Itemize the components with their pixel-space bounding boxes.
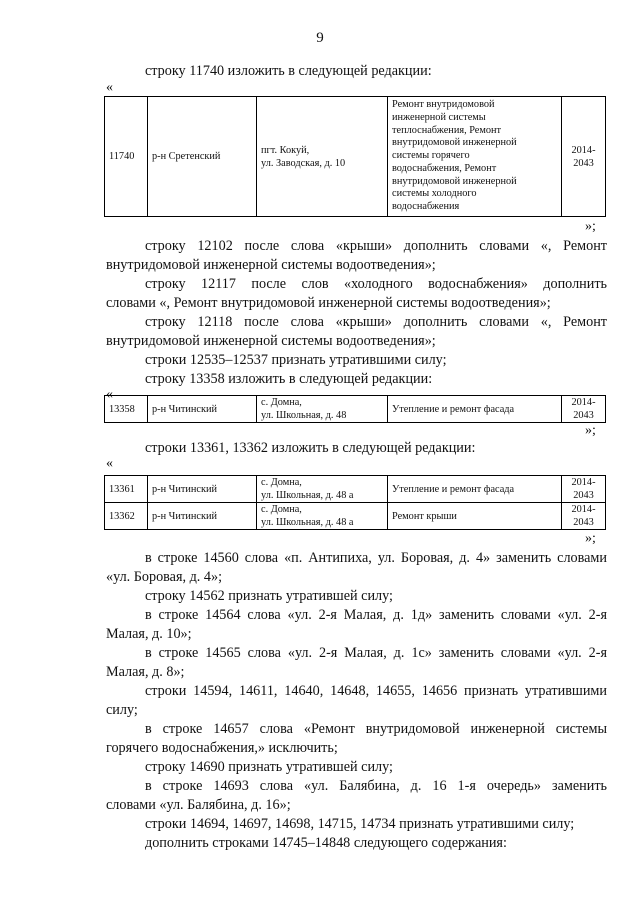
cell-work: Утепление и ремонт фасада [388, 396, 562, 423]
paragraph-line: горячего водоснабжения,» исключить; [106, 740, 338, 756]
paragraph-line: строки 13361, 13362 изложить в следующей редакции: [145, 440, 476, 456]
paragraph-line: строку 13358 изложить в следующей редакции: [145, 371, 433, 387]
cell-number: 13362 [105, 503, 148, 530]
paragraph-line: словами «, Ремонт внутридомовой инженерной системы водоотведения»; [106, 295, 551, 311]
paragraph-line: силу; [106, 702, 138, 718]
paragraph-line: в строке 14657 слова «Ремонт внутридомовой инженерной системы [145, 721, 607, 737]
work-line: системы горячего [392, 150, 470, 162]
cell-work [388, 97, 562, 217]
work-line: теплоснабжения, Ремонт [392, 124, 502, 136]
paragraph-line: в строке 14564 слова «ул. 2-я Малая, д. 1д» заменить словами «ул. 2-я [145, 607, 607, 623]
table-rows-13361-13362 [104, 475, 606, 530]
table-row [105, 503, 606, 530]
open-quote: « [106, 387, 113, 402]
period-start: 2014- [571, 397, 596, 408]
address-line: с. Домна, [261, 397, 302, 408]
work-line: Ремонт внутридомовой [392, 98, 495, 110]
paragraph-line: в строке 14560 слова «п. Антипиха, ул. Боровая, д. 4» заменить словами [145, 550, 607, 566]
paragraph-line: строку 14690 признать утратившей силу; [145, 759, 393, 775]
period-start: 2014- [571, 477, 596, 488]
paragraph-line: строки 12535–12537 признать утратившими силу; [145, 352, 447, 368]
paragraph-line: строки 14594, 14611, 14640, 14648, 14655, 14656 признать утратившими [145, 683, 607, 699]
paragraph-line: в строке 14693 слова «ул. Балябина, д. 16 1-я очередь» заменить [145, 778, 607, 794]
cell-period [562, 503, 606, 530]
cell-district: р-н Читинский [148, 503, 257, 530]
cell-address [257, 396, 388, 423]
page-number: 9 [316, 30, 324, 46]
close-quote: »; [585, 531, 596, 546]
paragraph-line: Малая, д. 8»; [106, 664, 185, 680]
close-quote: »; [585, 423, 596, 438]
paragraph-line: словами «ул. Балябина, д. 16»; [106, 797, 291, 813]
paragraph-line: строку 11740 изложить в следующей редакции: [145, 63, 432, 79]
work-line: водоснабжения, Ремонт [392, 162, 497, 174]
period-end: 2043 [573, 157, 594, 169]
address-line: пгт. Кокуй, [261, 144, 310, 156]
paragraph-line: строку 12118 после слова «крыши» дополнить словами «, Ремонт [145, 314, 607, 330]
paragraph-line: в строке 14565 слова «ул. 2-я Малая, д. 1с» заменить словами «ул. 2-я [145, 645, 607, 661]
period-start: 2014- [571, 504, 596, 515]
open-quote: « [106, 80, 113, 95]
period-start: 2014- [571, 144, 596, 156]
period-end: 2043 [573, 410, 594, 421]
paragraph-line: строку 12117 после слов «холодного водоснабжения» дополнить [145, 276, 607, 292]
address-line: с. Домна, [261, 504, 302, 515]
cell-period [562, 396, 606, 423]
period-end: 2043 [573, 490, 594, 501]
cell-work: Ремонт крыши [388, 503, 562, 530]
paragraph-line: строку 12102 после слова «крыши» дополнить словами «, Ремонт [145, 238, 607, 254]
paragraph-line: «ул. Боровая, д. 4»; [106, 569, 223, 585]
cell-district: р-н Читинский [148, 476, 257, 503]
cell-number: 11740 [105, 97, 148, 217]
cell-number: 13358 [105, 396, 148, 423]
work-line: внутридомовой инженерной [392, 137, 517, 149]
address-line: ул. Заводская, д. 10 [261, 157, 346, 169]
cell-period [562, 97, 606, 217]
work-line: внутридомовой инженерной [392, 175, 517, 187]
cell-address [257, 97, 388, 217]
cell-address [257, 476, 388, 503]
table-row-11740 [104, 96, 606, 217]
work-line: инженерной системы [392, 111, 486, 123]
address-line: ул. Школьная, д. 48 [261, 410, 347, 421]
cell-district: р-н Читинский [148, 396, 257, 423]
paragraph-line: Малая, д. 10»; [106, 626, 192, 642]
paragraph-line: внутридомовой инженерной системы водоотведения»; [106, 257, 436, 273]
work-line: водоснабжения [392, 201, 460, 213]
paragraph-line: внутридомовой инженерной системы водоотведения»; [106, 333, 436, 349]
address-line: с. Домна, [261, 477, 302, 488]
address-line: ул. Школьная, д. 48 а [261, 517, 354, 528]
open-quote: « [106, 456, 113, 471]
period-end: 2043 [573, 517, 594, 528]
close-quote: »; [585, 219, 596, 234]
cell-address [257, 503, 388, 530]
work-line: системы холодного [392, 188, 477, 200]
address-line: ул. Школьная, д. 48 а [261, 490, 354, 501]
paragraph-line: строку 14562 признать утратившей силу; [145, 588, 393, 604]
cell-district: р-н Сретенский [148, 97, 257, 217]
table-row [105, 476, 606, 503]
table-row-13358 [104, 395, 606, 423]
cell-period [562, 476, 606, 503]
cell-work: Утепление и ремонт фасада [388, 476, 562, 503]
cell-number: 13361 [105, 476, 148, 503]
paragraph-line: строки 14694, 14697, 14698, 14715, 14734 признать утратившими силу; [145, 816, 575, 832]
paragraph-line: дополнить строками 14745–14848 следующего содержания: [145, 835, 507, 851]
